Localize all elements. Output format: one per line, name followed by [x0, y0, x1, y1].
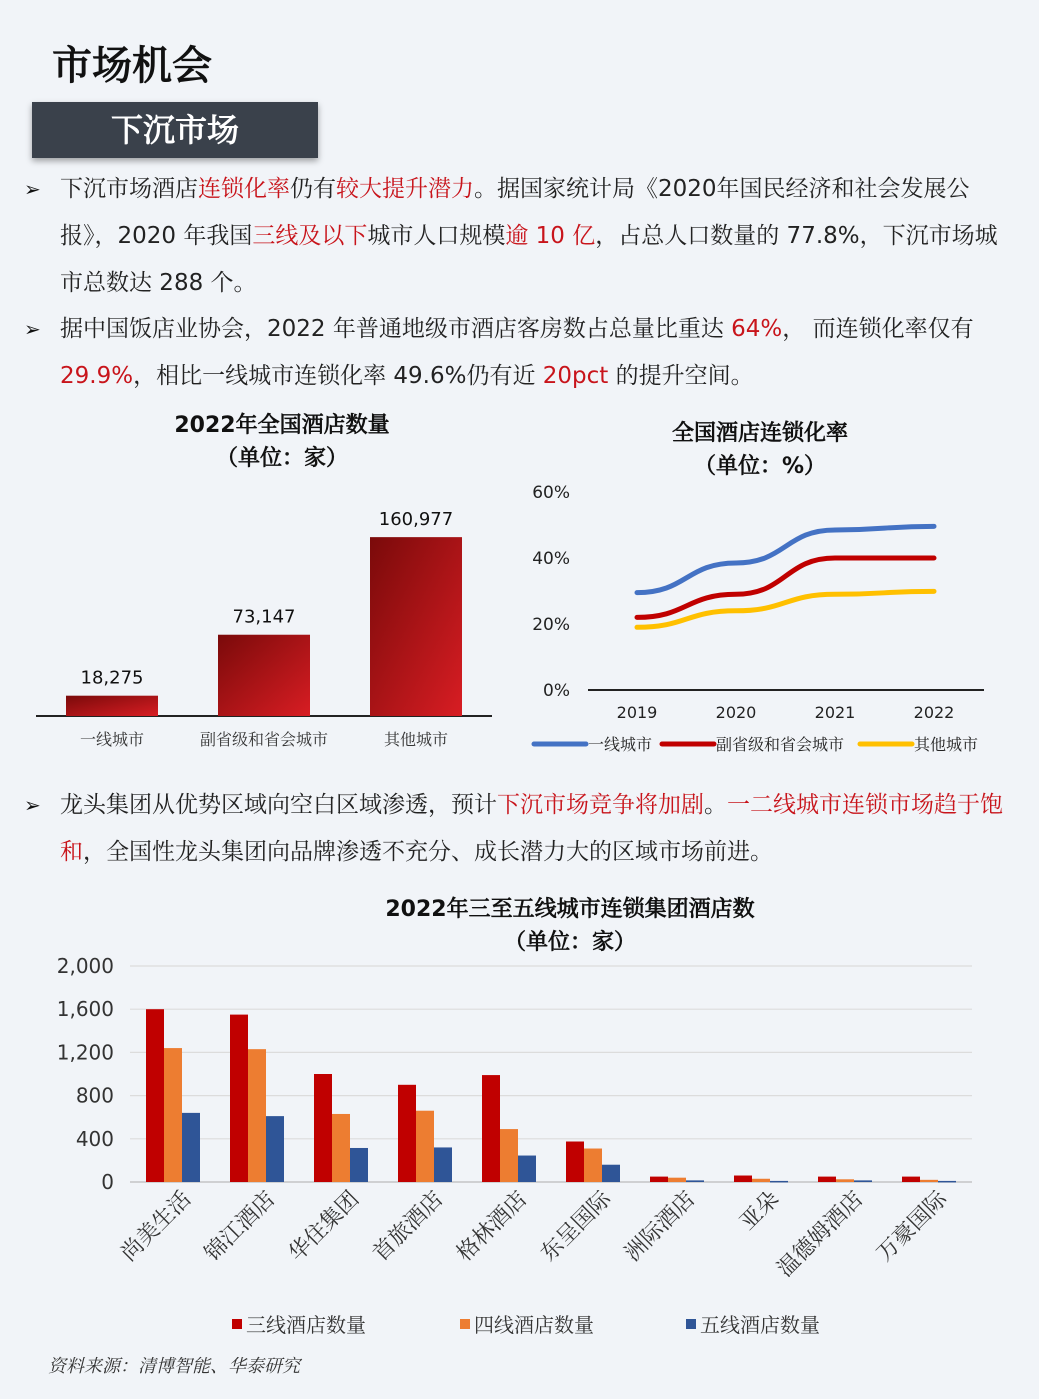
chart3-bar	[920, 1180, 938, 1182]
chart3-bar	[518, 1156, 536, 1182]
chart3-bar	[650, 1177, 668, 1182]
chart1-value-label: 73,147	[232, 606, 296, 628]
chart1-category-label: 一线城市	[79, 730, 145, 749]
chart3-category-label: 万豪国际	[872, 1186, 953, 1267]
chart3-bar	[686, 1180, 704, 1182]
bullet-1	[24, 166, 1004, 307]
highlight-text: 20pct	[542, 363, 609, 389]
body-text: ，占总人口数量的 77.8%，下沉市场城市总数达 288 个。	[60, 223, 998, 296]
chart3-bar	[314, 1074, 332, 1182]
bullet-3	[24, 782, 1004, 876]
chart2-ytick-label: 20%	[532, 615, 570, 635]
chart3-category-label: 东呈国际	[536, 1186, 617, 1267]
chart3-category-label: 亚朵	[735, 1186, 785, 1236]
chart1-hotel-count	[30, 490, 500, 760]
chart2-xtick-label: 2019	[616, 703, 658, 722]
chart3-bar	[818, 1177, 836, 1182]
chart1-bar	[66, 696, 158, 716]
chart3-ytick-label: 1,200	[56, 1040, 114, 1065]
chart1-category-label: 其他城市	[383, 730, 449, 749]
chart3-category-label: 锦江酒店	[200, 1186, 281, 1267]
body-text: ，全国性龙头集团向品牌渗透不充分、成长潜力大的区域市场前进。	[83, 839, 773, 865]
chart2-subtitle: （单位：%）	[693, 454, 827, 479]
chart3-category-label: 洲际酒店	[620, 1186, 701, 1267]
chart3-ytick-label: 1,600	[56, 997, 114, 1022]
chart3-category-label: 尚美生活	[116, 1186, 197, 1267]
chart3-category-label: 首旅酒店	[368, 1186, 449, 1267]
chart2-xtick-label: 2020	[715, 703, 757, 722]
chart2-legend-label: 副省级和省会城市	[716, 735, 845, 754]
source-note: 资料来源：清博智能、华泰研究	[48, 1356, 300, 1377]
body-text: 。	[704, 792, 727, 818]
chart3-bar	[482, 1075, 500, 1182]
chart3-legend-label: 五线酒店数量	[700, 1313, 820, 1337]
chart2-legend-label: 其他城市	[914, 735, 979, 754]
chart3-category-label: 华住集团	[284, 1186, 365, 1267]
chart2-ytick-label: 40%	[532, 549, 570, 569]
chart3-legend-label: 四线酒店数量	[474, 1313, 594, 1337]
chart3-bar	[584, 1149, 602, 1182]
chart3-bar	[602, 1165, 620, 1182]
chart2-legend-label: 一线城市	[588, 735, 653, 754]
chart2-ytick-label: 0%	[543, 681, 570, 701]
chart3-bar	[566, 1142, 584, 1183]
page-title: 市场机会	[52, 42, 212, 89]
chart1-value-label: 18,275	[80, 667, 144, 689]
chart3-title-block	[300, 892, 840, 956]
body-text: 据中国饭店业协会，2022 年普通地级市酒店客房数占总量比重达	[60, 316, 732, 342]
chart3-bar	[752, 1179, 770, 1182]
chart3-legend-swatch	[686, 1319, 696, 1329]
chart3-bar	[164, 1048, 182, 1182]
body-text: ， 而连锁化率仅有	[782, 316, 974, 342]
chart3-category-label: 温德姆酒店	[772, 1186, 869, 1283]
body-text: 的提升空间。	[608, 363, 754, 389]
highlight-text: 连锁化率	[198, 176, 290, 202]
chart3-bar	[938, 1181, 956, 1183]
chart3-bar	[434, 1147, 452, 1182]
chart3-ytick-label: 800	[75, 1083, 114, 1108]
body-text: 城市人口规模	[367, 223, 506, 249]
chart2-series-line	[637, 558, 934, 617]
chart3-bar	[248, 1049, 266, 1182]
chart3-bar	[350, 1148, 368, 1182]
bullet-text	[60, 166, 1004, 307]
chart3-bar	[836, 1179, 854, 1182]
highlight-text: 较大提升潜力	[336, 176, 474, 202]
chart3-title: 2022年三至五线城市连锁集团酒店数	[385, 897, 755, 922]
bullet-text	[60, 782, 1004, 876]
bullet-arrow-icon: ➢	[24, 317, 41, 341]
chart3-bar	[146, 1009, 164, 1182]
chart1-bar	[218, 635, 310, 716]
chart3-bar	[902, 1177, 920, 1182]
chart3-bar	[500, 1129, 518, 1182]
highlight-text: 29.9%	[60, 363, 134, 389]
chart3-ytick-label: 2,000	[56, 954, 114, 978]
highlight-text: 下沉市场竞争将加剧	[497, 792, 704, 818]
highlight-text: 一二线城市连锁市场趋于饱和	[60, 792, 1003, 865]
chart3-bar	[398, 1085, 416, 1182]
chart1-title: 2022年全国酒店数量	[174, 413, 390, 438]
chart2-title: 全国酒店连锁化率	[671, 421, 848, 446]
chart3-bar	[770, 1181, 788, 1183]
highlight-text: 64%	[731, 316, 783, 342]
chart3-ytick-label: 400	[75, 1126, 114, 1151]
chart3-subtitle: （单位：家）	[503, 930, 636, 955]
chart2-xtick-label: 2022	[913, 703, 955, 722]
body-text: ，相比一线城市连锁化率 49.6%仍有近	[133, 363, 543, 389]
highlight-text: 逾 10 亿	[505, 223, 596, 249]
chart3-bar	[668, 1178, 686, 1182]
section-banner-label: 下沉市场	[110, 111, 239, 149]
body-text: 下沉市场酒店	[60, 176, 198, 202]
highlight-text: 三线及以下	[252, 223, 368, 249]
body-text: 仍有	[290, 176, 336, 202]
chart3-legend-label: 三线酒店数量	[246, 1313, 366, 1337]
bullet-2	[24, 306, 1004, 400]
body-text: 。据国家统计局《2020年国民经济和社会发展公报》，2020 年我国	[60, 176, 970, 249]
chart3-category-label: 格林酒店	[452, 1186, 533, 1267]
chart3-bar	[182, 1113, 200, 1182]
section-banner	[32, 102, 318, 158]
chart3-bar	[266, 1116, 284, 1182]
chart3-legend-swatch	[460, 1319, 470, 1329]
bullet-arrow-icon: ➢	[24, 793, 41, 817]
chart1-subtitle: （单位：家）	[215, 446, 348, 471]
chart1-category-label: 副省级和省会城市	[199, 730, 329, 749]
chart2-xtick-label: 2021	[814, 703, 856, 722]
chart1-value-label: 160,977	[378, 509, 454, 531]
chart3-legend-swatch	[232, 1319, 242, 1329]
chart3-bar	[854, 1180, 872, 1182]
chart1-title-block	[132, 408, 432, 472]
body-text: 龙头集团从优势区域向空白区域渗透，预计	[60, 792, 497, 818]
chart3-ytick-label: 0	[101, 1170, 114, 1194]
chart3-bar	[416, 1111, 434, 1182]
chart2-chain-rate	[520, 476, 1000, 766]
chart1-bar	[370, 537, 462, 716]
bullet-text	[60, 306, 1004, 400]
bullet-arrow-icon: ➢	[24, 177, 41, 201]
chart2-title-block	[610, 416, 910, 480]
chart2-ytick-label: 60%	[532, 483, 570, 503]
chart3-bar	[332, 1114, 350, 1182]
chart3-chain-hotels-by-tier	[30, 950, 1000, 1350]
chart3-bar	[230, 1015, 248, 1182]
chart3-bar	[734, 1176, 752, 1182]
